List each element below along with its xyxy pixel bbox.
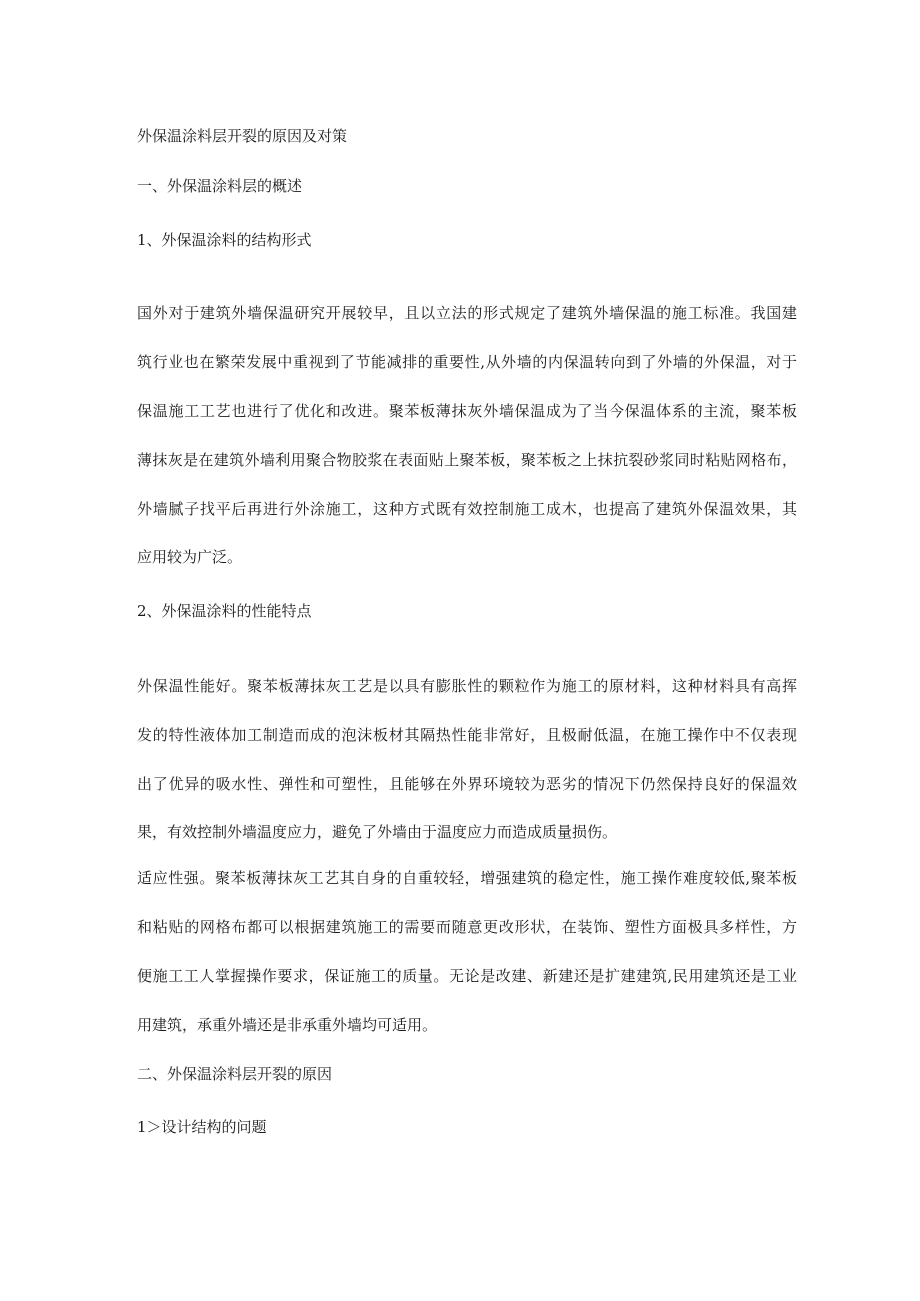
subheading-structure-form: 1、外保温涂料的结构形式 bbox=[137, 231, 312, 249]
paragraph-line: 适应性强。聚苯板薄抹灰工艺其自身的自重较轻，增强建筑的稳定性，施工操作难度较低,聚苯板 bbox=[137, 869, 797, 887]
paragraph-line: 国外对于建筑外墙保温研究开展较早，且以立法的形式规定了建筑外墙保温的施工标准。我国建 bbox=[137, 304, 797, 322]
paragraph-line: 便施工工人掌握操作要求，保证施工的质量。无论是改建、新建还是扩建建筑,民用建筑还是工业 bbox=[137, 967, 797, 985]
paragraph-line: 发的特性液体加工制造而成的泡沫板材其隔热性能非常好，且极耐低温，在施工操作中不仅表现 bbox=[137, 726, 797, 744]
paragraph-line: 外墙腻子找平后再进行外涂施工，这种方式既有效控制施工成木，也提高了建筑外保温效果，其 bbox=[137, 500, 797, 518]
section-heading-causes: 二、外保温涂料层开裂的原因 bbox=[137, 1065, 333, 1083]
paragraph-line: 薄抹灰是在建筑外墙利用聚合物胶浆在表面贴上聚苯板，聚苯板之上抹抗裂砂浆同时粘贴网格布， bbox=[137, 451, 797, 469]
paragraph-line: 筑行业也在繁荣发展中重视到了节能减排的重要性,从外墙的内保温转向到了外墙的外保温，对于 bbox=[137, 353, 797, 371]
paragraph-line: 外保温性能好。聚苯板薄抹灰工艺是以具有膨胀性的颗粒作为施工的原材料，这种材料具有高挥 bbox=[137, 677, 797, 695]
paragraph-line: 和粘贴的网格布都可以根据建筑施工的需要而随意更改形状，在装饰、塑性方面极具多样性，方 bbox=[137, 918, 797, 936]
paragraph-line: 果，有效控制外墙温度应力，避免了外墙由于温度应力而造成质量损伤。 bbox=[137, 823, 618, 841]
paragraph-line: 应用较为广泛。 bbox=[137, 548, 243, 566]
section-heading-overview: 一、外保温涂料层的概述 bbox=[137, 177, 303, 195]
document-title: 外保温涂料层开裂的原因及对策 bbox=[137, 127, 348, 145]
subheading-performance: 2、外保温涂料的性能特点 bbox=[137, 602, 312, 620]
subheading-design-structure: 1＞设计结构的问题 bbox=[137, 1118, 267, 1136]
paragraph-line: 用建筑，承重外墙还是非承重外墙均可适用。 bbox=[137, 1016, 438, 1034]
paragraph-line: 保温施工工艺也进行了优化和改进。聚苯板薄抹灰外墙保温成为了当今保温体系的主流，聚苯板 bbox=[137, 402, 797, 420]
paragraph-line: 出了优异的吸水性、弹性和可塑性，且能够在外界环境较为恶劣的情况下仍然保持良好的保温效 bbox=[137, 775, 797, 793]
